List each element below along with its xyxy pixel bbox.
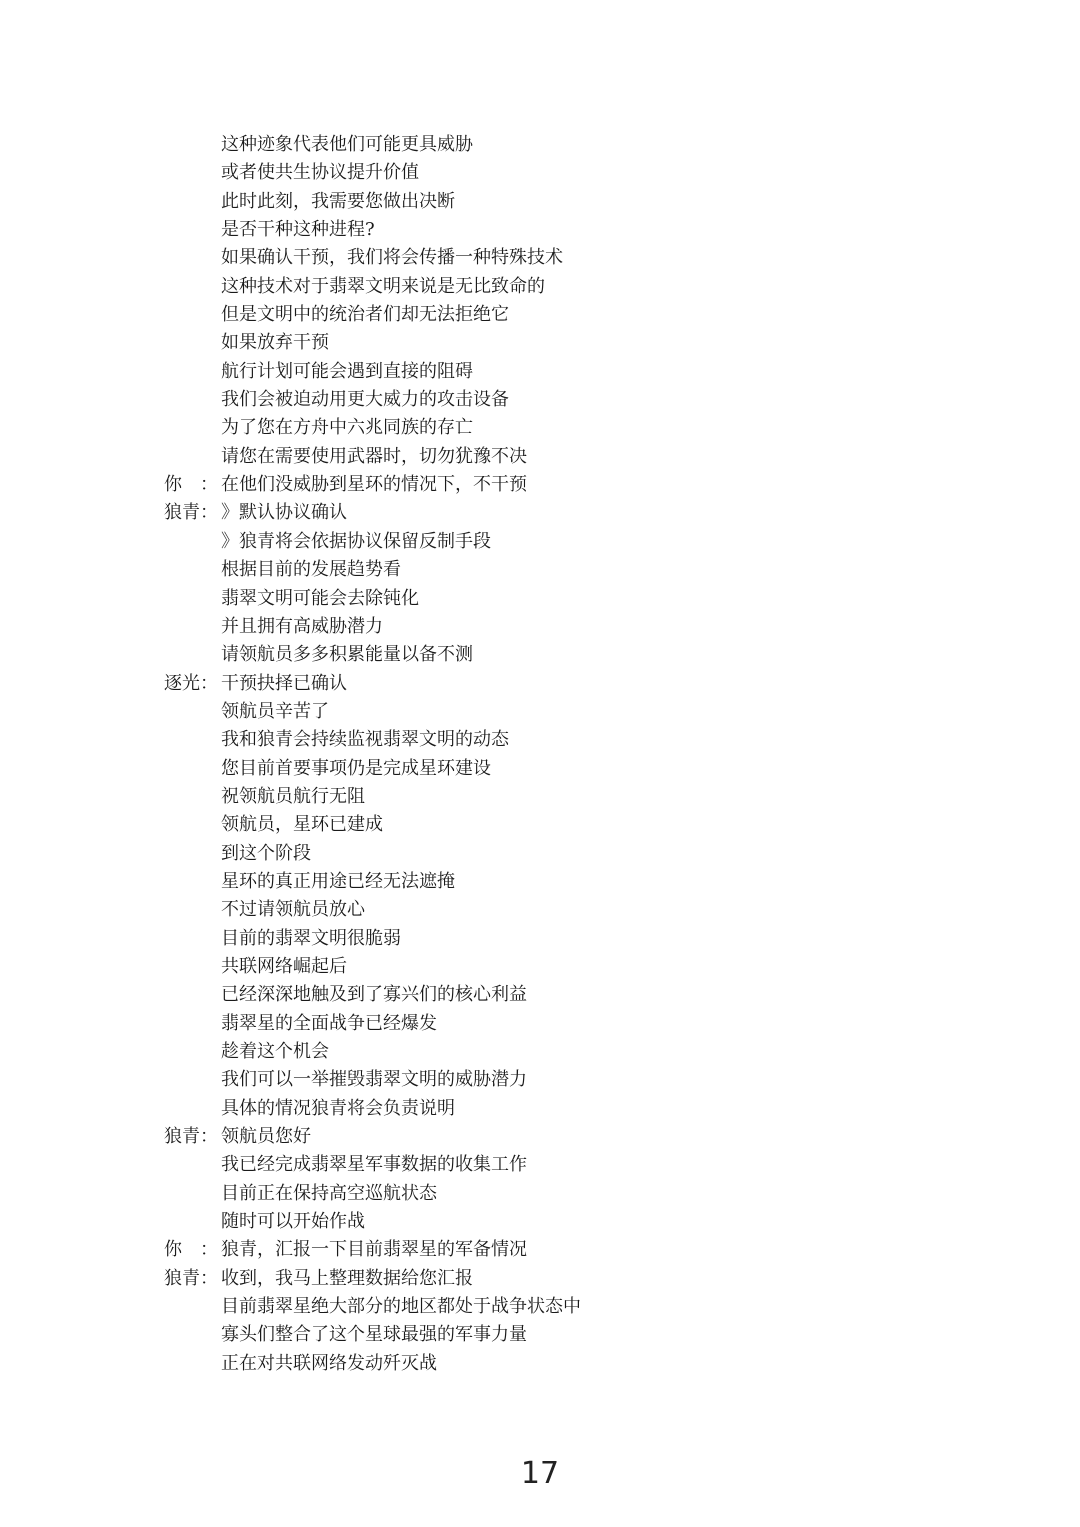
dialogue-line — [164, 1180, 1024, 1208]
dialogue-line — [164, 1293, 1024, 1321]
line-text: 是否干种这种进程? — [221, 219, 375, 241]
dialogue-line — [164, 556, 1024, 584]
speaker-label — [164, 1321, 221, 1349]
speaker-label — [164, 188, 221, 216]
line-text: 领航员，星环已建成 — [221, 814, 383, 836]
speaker-label — [164, 1095, 221, 1123]
speaker-label — [164, 1293, 221, 1321]
dialogue-line — [164, 528, 1024, 556]
line-text: 请领航员多多积累能量以备不测 — [221, 644, 473, 666]
line-text: 共联网络崛起后 — [221, 955, 347, 977]
line-text: 翡翠星的全面战争已经爆发 — [221, 1012, 437, 1034]
line-text: 收到，我马上整理数据给您汇报 — [221, 1267, 473, 1289]
dialogue-line — [164, 613, 1024, 641]
dialogue-line — [164, 471, 1024, 499]
dialogue-line — [164, 188, 1024, 216]
dialogue-line — [164, 329, 1024, 357]
line-text: 领航员您好 — [221, 1126, 311, 1148]
line-text: 但是文明中的统治者们却无法拒绝它 — [221, 304, 509, 326]
dialogue-line — [164, 641, 1024, 669]
speaker-label: 狼青： — [164, 502, 218, 524]
speaker-label — [164, 301, 221, 329]
speaker-label — [164, 443, 221, 471]
dialogue-line — [164, 698, 1024, 726]
speaker-label — [164, 329, 221, 357]
dialogue-line — [164, 499, 1024, 527]
dialogue-line — [164, 358, 1024, 386]
speaker-label — [164, 1038, 221, 1066]
speaker-label — [164, 358, 221, 386]
dialogue-line — [164, 414, 1024, 442]
speaker-label — [164, 811, 221, 839]
dialogue-line — [164, 1208, 1024, 1236]
speaker-label: 狼青： — [164, 1126, 218, 1148]
line-text: 随时可以开始作战 — [221, 1211, 365, 1233]
speaker-label: 你 ： — [164, 1239, 218, 1261]
dialogue-line — [164, 981, 1024, 1009]
speaker-label — [164, 698, 221, 726]
speaker-label — [164, 953, 221, 981]
dialogue-line — [164, 301, 1024, 329]
line-text: 航行计划可能会遇到直接的阻碍 — [221, 360, 473, 382]
speaker-label — [164, 414, 221, 442]
dialogue-line — [164, 868, 1024, 896]
dialogue-line — [164, 953, 1024, 981]
line-text: 正在对共联网络发动歼灭战 — [221, 1352, 437, 1374]
dialogue-line — [164, 1350, 1024, 1378]
line-text: 翡翠文明可能会去除钝化 — [221, 587, 419, 609]
line-text: 我们会被迫动用更大威力的攻击设备 — [221, 389, 509, 411]
dialogue-line — [164, 1265, 1024, 1293]
dialogue-line — [164, 755, 1024, 783]
dialogue-line — [164, 925, 1024, 953]
line-text: 并且拥有高威胁潜力 — [221, 615, 383, 637]
dialogue-line — [164, 670, 1024, 698]
line-text: 具体的情况狼青将会负责说明 — [221, 1097, 455, 1119]
line-text: 星环的真正用途已经无法遮掩 — [221, 870, 455, 892]
dialogue-line — [164, 811, 1024, 839]
line-text: 根据目前的发展趋势看 — [221, 559, 401, 581]
dialogue-line — [164, 443, 1024, 471]
speaker-label — [164, 840, 221, 868]
line-text: 您目前首要事项仍是完成星环建设 — [221, 757, 491, 779]
speaker-label — [164, 1151, 221, 1179]
speaker-label: 你 ： — [164, 474, 218, 496]
speaker-label: 逐光： — [164, 672, 218, 694]
dialogue-line — [164, 726, 1024, 754]
speaker-label — [164, 556, 221, 584]
line-text: 目前正在保持高空巡航状态 — [221, 1182, 437, 1204]
speaker-label — [164, 726, 221, 754]
line-text: 寡头们整合了这个星球最强的军事力量 — [221, 1324, 527, 1346]
speaker-label — [164, 1350, 221, 1378]
speaker-label — [164, 131, 221, 159]
dialogue-line — [164, 131, 1024, 159]
speaker-label — [164, 1180, 221, 1208]
dialogue-line — [164, 840, 1024, 868]
speaker-label — [164, 1010, 221, 1038]
dialogue-line — [164, 1151, 1024, 1179]
speaker-label — [164, 1208, 221, 1236]
line-text: 此时此刻，我需要您做出决断 — [221, 190, 455, 212]
line-text: 》狼青将会依据协议保留反制手段 — [221, 530, 491, 552]
line-text: 请您在需要使用武器时，切勿犹豫不决 — [221, 445, 527, 467]
dialogue-line — [164, 1095, 1024, 1123]
line-text: 这种迹象代表他们可能更具威胁 — [221, 134, 473, 155]
speaker-label: 狼青： — [164, 1267, 218, 1289]
speaker-label — [164, 273, 221, 301]
script-body — [164, 131, 1024, 1378]
dialogue-line — [164, 585, 1024, 613]
dialogue-line — [164, 216, 1024, 244]
dialogue-line — [164, 896, 1024, 924]
line-text: 到这个阶段 — [221, 842, 311, 864]
speaker-label — [164, 159, 221, 187]
speaker-label — [164, 868, 221, 896]
dialogue-line — [164, 1236, 1024, 1264]
line-text: 趁着这个机会 — [221, 1041, 329, 1062]
speaker-label — [164, 925, 221, 953]
line-text: 干预抉择已确认 — [221, 672, 347, 694]
dialogue-line — [164, 244, 1024, 272]
dialogue-line — [164, 783, 1024, 811]
line-text: 我们可以一举摧毁翡翠文明的威胁潜力 — [221, 1069, 527, 1091]
dialogue-line — [164, 1321, 1024, 1349]
speaker-label — [164, 1066, 221, 1094]
speaker-label — [164, 528, 221, 556]
line-text: 目前翡翠星绝大部分的地区都处于战争状态中 — [221, 1296, 581, 1318]
line-text: 如果放弃干预 — [221, 332, 329, 354]
page-number: 17 — [520, 1456, 560, 1491]
speaker-label — [164, 755, 221, 783]
line-text: 不过请领航员放心 — [221, 899, 365, 921]
speaker-label — [164, 216, 221, 244]
dialogue-line — [164, 273, 1024, 301]
dialogue-line — [164, 1123, 1024, 1151]
line-text: 祝领航员航行无阻 — [221, 785, 365, 807]
line-text: 这种技术对于翡翠文明来说是无比致命的 — [221, 275, 545, 297]
line-text: 目前的翡翠文明很脆弱 — [221, 927, 401, 949]
speaker-label — [164, 783, 221, 811]
line-text: 领航员辛苦了 — [221, 700, 329, 722]
line-text: 狼青，汇报一下目前翡翠星的军备情况 — [221, 1239, 527, 1261]
line-text: 为了您在方舟中六兆同族的存亡 — [221, 417, 473, 439]
line-text: 》默认协议确认 — [221, 502, 347, 524]
speaker-label — [164, 896, 221, 924]
speaker-label — [164, 244, 221, 272]
speaker-label — [164, 641, 221, 669]
line-text: 已经深深地触及到了寡兴们的核心利益 — [221, 984, 527, 1006]
dialogue-line — [164, 1010, 1024, 1038]
line-text: 如果确认干预，我们将会传播一种特殊技术 — [221, 247, 563, 269]
dialogue-line — [164, 1038, 1024, 1066]
line-text: 我已经完成翡翠星军事数据的收集工作 — [221, 1154, 527, 1176]
speaker-label — [164, 585, 221, 613]
speaker-label — [164, 386, 221, 414]
line-text: 我和狼青会持续监视翡翠文明的动态 — [221, 729, 509, 751]
dialogue-line — [164, 386, 1024, 414]
speaker-label — [164, 981, 221, 1009]
dialogue-line — [164, 1066, 1024, 1094]
dialogue-line — [164, 159, 1024, 187]
line-text: 在他们没威胁到星环的情况下，不干预 — [221, 474, 527, 496]
speaker-label — [164, 613, 221, 641]
line-text: 或者使共生协议提升价值 — [221, 162, 419, 184]
